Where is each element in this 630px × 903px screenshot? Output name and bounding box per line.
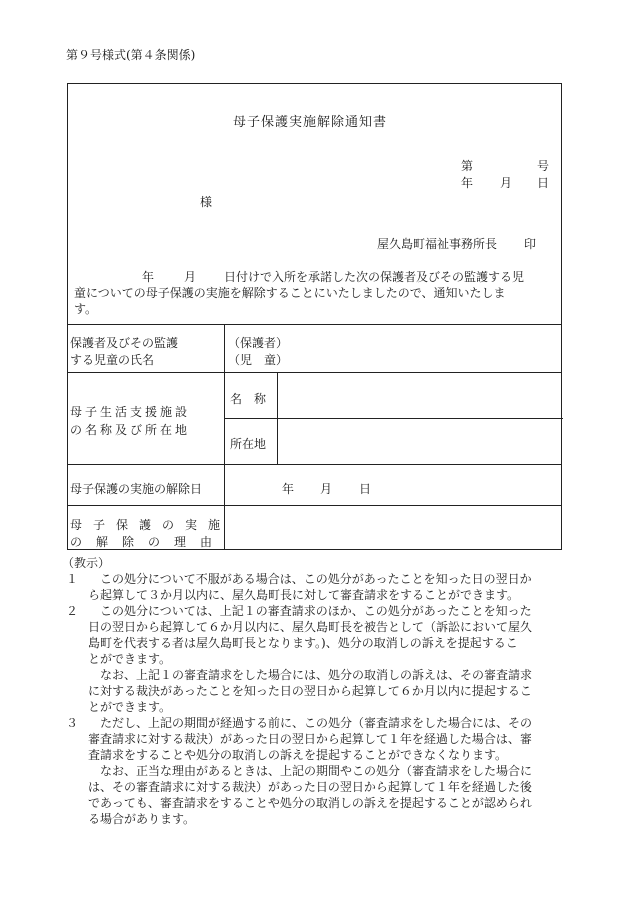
child-field: （児 童） [228, 353, 289, 367]
guardian-field: （保護者） [228, 336, 289, 350]
row-reason-label-2: の解除の理由 [70, 535, 227, 549]
instruction-number: ２ [66, 604, 79, 618]
instruction-line: は、その審査請求に対する裁決）があった日の翌日から起算して１年を経過した後 [88, 780, 532, 794]
row-names-label-2-text: する児童の氏名 [70, 353, 155, 367]
instruction-number: １ [66, 572, 79, 586]
form-number-label: 第９号様式(第４条関係) [66, 48, 196, 62]
row-names-label-1-text: 保護者及びその監護 [70, 336, 179, 350]
row-facility-label-1: 母子生活支援施設 [70, 405, 191, 419]
instruction-line: とができます。 [88, 652, 172, 666]
instruction-line: なお、上記１の審査請求をした場合には、処分の取消しの訴えは、その審査請求 [100, 668, 533, 682]
instruction-line: 査請求をすることや処分の取消しの訴えを提起することができなくなります。 [88, 748, 508, 762]
intro-line-3: す。 [74, 302, 98, 316]
intro-line-2: 童についての母子保護の実施を解除することにいたしましたので、通知いたしま [74, 286, 506, 300]
instructions-section [62, 555, 562, 827]
instruction-line: この処分について不服がある場合は、この処分があったことを知った日の翌日か [100, 572, 532, 586]
table-rule-1 [68, 372, 561, 373]
table-top-rule [68, 324, 561, 325]
instruction-line: この処分については、上記１の審査請求のほか、この処分があったことを知った [100, 604, 532, 618]
table-rule-2 [68, 464, 561, 465]
intro-line-1: 日付けで入所を承諾した次の保護者及びその監護する児 [224, 270, 525, 284]
table-rule-3 [68, 505, 561, 506]
row-names-label-2 [70, 351, 218, 368]
date-day: 日 [537, 176, 550, 190]
instruction-item-2 [62, 603, 562, 715]
instruction-line: とができます。 [88, 700, 172, 714]
instruction-line: なお、正当な理由があるときは、上記の期間やこの処分（審査請求をした場合に [100, 764, 533, 778]
instruction-line: に対する裁決があったことを知った日の翌日から起算して６か月以内に提起するこ [88, 684, 532, 698]
instruction-line: ら起算して３か月以内に、屋久島町長に対して審査請求をすることができます。 [88, 588, 520, 602]
release-year: 年 [282, 482, 295, 496]
instruction-line: る場合があります。 [88, 812, 196, 826]
recipient-sama: 様 [200, 195, 213, 209]
facility-inner-rule [225, 418, 563, 419]
date-month: 月 [500, 176, 513, 190]
instruction-line: 日の翌日から起算して６か月以内に、屋久島町長を被告として（訴訟において屋久 [88, 620, 533, 634]
issuer-name: 屋久島町福祉事務所長 [377, 237, 498, 251]
facility-name-label: 名 称 [230, 392, 267, 406]
instruction-number: ３ [66, 716, 79, 730]
instruction-line: であっても、審査請求をすることや処分の取消しの訴えを提起することが認められ [88, 796, 532, 810]
facility-location-label: 所在地 [230, 437, 267, 451]
release-day: 日 [359, 482, 372, 496]
instruction-item-3 [62, 715, 562, 827]
number-dai: 第 [461, 159, 474, 173]
number-go: 号 [537, 159, 550, 173]
intro-year: 年 [142, 270, 155, 284]
instruction-item-1 [62, 571, 562, 603]
release-month: 月 [320, 482, 333, 496]
intro-month: 月 [184, 270, 197, 284]
instruction-line: 島町を代表する者は屋久島町長となります。)、処分の取消しの訴えを提起するこ [88, 636, 518, 650]
row-reason-label-1: 母子保護の実施 [70, 518, 232, 532]
date-year: 年 [461, 176, 474, 190]
document-title: 母子保護実施解除通知書 [233, 115, 388, 130]
instructions-heading: （教示） [62, 556, 111, 570]
instruction-line: 審査請求に対する裁決）があった日の翌日から起算して１年を経過した場合は、審 [88, 732, 532, 746]
instruction-line: ただし、上記の期間が経過する前に、この処分（審査請求をした場合には、その [100, 716, 533, 730]
seal-mark: 印 [524, 237, 537, 251]
row-release-date-label: 母子保護の実施の解除日 [70, 482, 203, 496]
facility-sub-column-rule [277, 372, 278, 464]
row-names-label-1 [70, 334, 218, 351]
row-facility-label-2: の名称及び所在地 [70, 423, 191, 437]
